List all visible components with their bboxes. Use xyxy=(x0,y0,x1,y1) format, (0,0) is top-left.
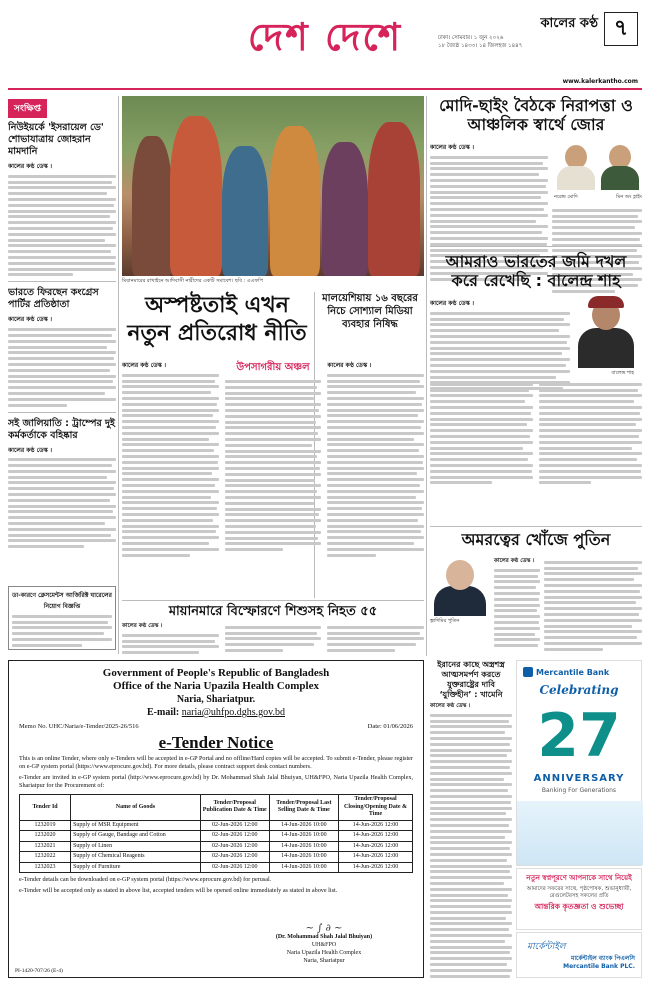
brief-column xyxy=(8,96,116,574)
memo-date: Date: 01/06/2026 xyxy=(367,723,413,730)
myanmar-story xyxy=(122,604,424,657)
photo-figure xyxy=(270,126,320,276)
main-headline-block xyxy=(122,292,312,348)
myanmar-headline[interactable]: মায়ানমারে বিস্ফোরণে শিশুসহ নিহত ৫৫ xyxy=(168,604,378,619)
col-publication: Tender/Proposal Publication Date & Time xyxy=(200,795,269,821)
bank-logo-icon xyxy=(523,667,533,677)
bank-tagline: Banking For Generations xyxy=(541,787,617,794)
newspaper-brand: কালের কণ্ঠ xyxy=(540,16,598,31)
brief-headline-3[interactable]: সই জালিয়াতি : ট্রাম্পের দুই কর্মকর্তাকে বহিষ্কার xyxy=(8,417,115,441)
modi-byline: কালের কণ্ঠ ডেস্ক । xyxy=(430,144,475,151)
khamenei-headline[interactable]: ইরানের কাছে অস্ত্রশস্ত্র আত্মসমর্পণ করতে যুক্তরাষ্ট্রের দাবি ‘যুক্তিহীন’ : খামেনি xyxy=(437,660,505,699)
signer-place: Naria, Shariatpur xyxy=(303,958,345,964)
portrait-photo xyxy=(554,142,598,190)
bank-ad-footer xyxy=(516,932,642,978)
malaysia-story xyxy=(316,292,424,331)
section-title: দেশ দেশে xyxy=(247,14,403,59)
memo-number: Memo No. UHC/Naria/e-Tender/2025-26/516 xyxy=(19,723,139,730)
column-rule xyxy=(426,96,427,656)
col-tender-id: Tender Id xyxy=(20,795,71,821)
divider xyxy=(122,600,424,601)
masthead xyxy=(8,6,642,92)
recruitment-notice xyxy=(8,586,116,650)
notice-invite: e-Tender are invited in e-GP system portal (http://www.eprocure.gov.bd) by Dr. Mohammad Shah Jalal Bhuiyan, UH&FPO, Naria Upazila Health Complex, Shariatpur for the Procurement of: xyxy=(19,774,413,789)
myanmar-byline: কালের কণ্ঠ ডেস্ক । xyxy=(122,623,163,629)
bank-ad-image xyxy=(517,801,643,865)
email-link[interactable]: naria@uhfpo.dghs.gov.bd xyxy=(181,707,285,718)
bank-ad-top xyxy=(516,660,642,866)
bank-advertisement[interactable] xyxy=(516,660,642,978)
date-line: ঢাকা। সোমবার। ১ জুন ২০২৬ ১৮ জ্যৈষ্ঠ ১৪৩৩। ১৪ জিলহজ ১৪৪৭ xyxy=(438,35,523,49)
col-goods: Name of Goods xyxy=(71,795,201,821)
signer-office: Naria Upazila Health Complex xyxy=(286,950,362,956)
notice-footer xyxy=(19,876,413,895)
balen-body xyxy=(430,380,642,520)
photo-figure xyxy=(322,142,368,276)
balen-caption: বালেন্দ্র শাহ xyxy=(611,370,634,376)
office-line: Office of the Naria Upazila Health Complex xyxy=(113,680,319,692)
column-rule xyxy=(118,96,119,654)
brief-body-3 xyxy=(8,458,116,548)
bank-logo: Mercantile Bank xyxy=(523,667,609,677)
place-line: Naria, Shariatpur. xyxy=(176,694,256,705)
malaysia-byline: কালের কণ্ঠ ডেস্ক । xyxy=(327,362,372,369)
portrait-photo xyxy=(598,142,642,190)
col-last-selling: Tender/Proposal Last Selling Date & Time xyxy=(269,795,338,821)
tender-notice xyxy=(8,660,424,978)
table-row: 1232023 Supply of Furniture 02-Jun-2026 12:00 14-Jun-2026 10:00 14-Jun-2026 12:00 xyxy=(20,862,413,873)
brief-body-1 xyxy=(8,175,116,277)
footer-line-2: e-Tender will be accepted only as stated in above list, accepted tenders will be opened online immediately as stated in above list. xyxy=(19,887,338,894)
anniversary-number: 27 xyxy=(537,701,621,771)
email-line: E-mail: naria@uhfpo.dghs.gov.bd xyxy=(147,707,285,718)
footer-line-1: e-Tender details can be downloaded on e-GP system portal (https://www.eprocure.gov.bd) for perusal. xyxy=(19,876,272,883)
gov-line: Government of People's Republic of Bangladesh xyxy=(102,667,330,679)
recruitment-title: ডা-কারণে ক্লেসমেন্টস আর্জিরিক্ট ঘারেলের নিয়োগ বিজ্ঞপ্তি xyxy=(12,592,112,610)
main-byline: কালের কণ্ঠ ডেস্ক । xyxy=(122,362,167,369)
photo-figure xyxy=(222,146,268,276)
notice-title: e-Tender Notice xyxy=(158,733,274,752)
balen-portrait xyxy=(574,296,638,368)
page-number: ৭ xyxy=(604,12,638,46)
brief-body-2 xyxy=(8,328,116,406)
main-subhead: উপসাগরীয় অঞ্চল xyxy=(236,362,310,373)
brief-byline-2: কালের কণ্ঠ ডেস্ক । xyxy=(8,316,53,324)
putin-byline: কালের কণ্ঠ ডেস্ক । xyxy=(494,558,535,564)
malaysia-headline[interactable]: মালয়েশিয়ায় ১৬ বছরের নিচে সোশ্যাল মিডিয়া ব্যবহার নিষিদ্ধ xyxy=(322,293,418,330)
brief-headline-2[interactable]: ভারতে ফিরছেন কংগ্রেস পার্টির প্রতিষ্ঠাতা xyxy=(8,287,99,311)
signer-title: UH&FPO xyxy=(311,942,337,948)
table-header-row xyxy=(20,795,413,821)
khamenei-story xyxy=(430,660,512,978)
ad-reference: PI-1420-707/26 (E-4) xyxy=(15,968,63,974)
putin-headline[interactable]: অমরত্বের খোঁজে পুতিন xyxy=(461,530,611,549)
table-row: 1232019 Supply of MSR Equipment 02-Jun-2026 12:00 14-Jun-2026 10:00 14-Jun-2026 12:00 xyxy=(20,820,413,831)
tender-table xyxy=(19,794,413,873)
photo-figure xyxy=(132,136,172,276)
brief-byline-3: কালের কণ্ঠ ডেস্ক । xyxy=(8,446,53,454)
balen-byline: কালের কণ্ঠ ডেস্ক । xyxy=(430,300,475,307)
modi-headline[interactable]: মোদি-ছাইং বৈঠকে নিরাপত্তা ও আঞ্চলিক স্বার্থে জোর xyxy=(439,96,633,134)
divider xyxy=(8,281,116,282)
bank-ad-message: নতুন স্বপ্নপূরণে আপনাকে সাথে নিয়েই আমাদের সফরের সাথে, পৃষ্ঠপোষক, শুভানুধ্যায়ী, রেগুলেটরসহ সকলের প্রতি আন্তরিক কৃতজ্ঞতা ও শুভেচ্ছা xyxy=(516,868,642,930)
lead-photo[interactable] xyxy=(122,96,424,276)
bank-signature: মার্কেন্টাইল xyxy=(527,942,566,952)
handwritten-signature: ~ ∫ ∂ ~ xyxy=(305,923,343,934)
brief-tag: সংক্ষিপ্ত xyxy=(8,99,47,118)
masthead-rule xyxy=(8,88,642,90)
divider xyxy=(430,246,642,247)
photo-figure xyxy=(368,122,420,276)
signer-name: (Dr. Mohammad Shah Jalal Bhuiyan) xyxy=(275,934,373,940)
celebrating-text: Celebrating xyxy=(539,683,619,697)
modi-portraits xyxy=(554,142,642,192)
divider xyxy=(8,412,116,413)
photo-caption: মিয়ানমারের রাখাইনে আদিবাসী নারীদের একটি সমাবেশ। ছবি : এএফপি xyxy=(122,278,263,284)
putin-story xyxy=(430,530,642,624)
anniversary-text: ANNIVERSARY xyxy=(533,773,625,784)
website-link[interactable]: www.kalerkantho.com xyxy=(562,78,638,85)
memo-line xyxy=(19,723,413,730)
putin-portrait xyxy=(430,556,490,616)
table-row: 1232022 Supply of Chemical Reagents 02-Jun-2026 12:00 14-Jun-2026 10:00 14-Jun-2026 12:00 xyxy=(20,852,413,863)
photo-figure xyxy=(170,116,222,276)
divider xyxy=(430,526,642,527)
main-headline[interactable]: অস্পষ্টতাই এখন নতুন প্রতিরোধ নীতি xyxy=(127,293,307,346)
putin-caption: ভ্লাদিমির পুতিন xyxy=(430,618,460,624)
brief-headline-1[interactable]: নিউইয়র্কে 'ইসরায়েল ডে' শোভাযাত্রায় জোহরান মামদানি xyxy=(8,122,104,157)
bank-name: মার্কেন্টাইল ব্যাংক পিএলসি Mercantile Bank PLC. xyxy=(563,955,635,970)
khamenei-byline: কালের কণ্ঠ ডেস্ক । xyxy=(430,703,471,709)
col-closing: Tender/Proposal Closing/Opening Date & Time xyxy=(339,795,413,821)
main-body xyxy=(122,360,424,598)
balen-headline[interactable]: আমরাও ভারতের জমি দখল করে রেখেছি : বালেন্দ্র শাহ xyxy=(445,252,627,290)
table-row: 1232020 Supply of Gauge, Bandage and Cotton 02-Jun-2026 12:00 14-Jun-2026 10:00 14-Jun-2026 12:00 xyxy=(20,831,413,842)
signature-block xyxy=(249,925,399,965)
balen-story xyxy=(430,252,642,376)
modi-captions: নরেন্দ্র মোদি মিন অং হ্লাইং xyxy=(554,194,642,200)
notice-intro: This is an online Tender, where only e-Tenders will be accepted in e-GP Portal and no offline/Hard copies will be accepted. To submit e-Tender, please register on e-GP system portal (https://www.eprocure.gov.bd). For more details, please contract support desk contact numbers. xyxy=(19,755,413,770)
table-row: 1232021 Supply of Linen 02-Jun-2026 12:00 14-Jun-2026 10:00 14-Jun-2026 12:00 xyxy=(20,841,413,852)
brief-byline-1: কালের কণ্ঠ ডেস্ক । xyxy=(8,163,53,170)
